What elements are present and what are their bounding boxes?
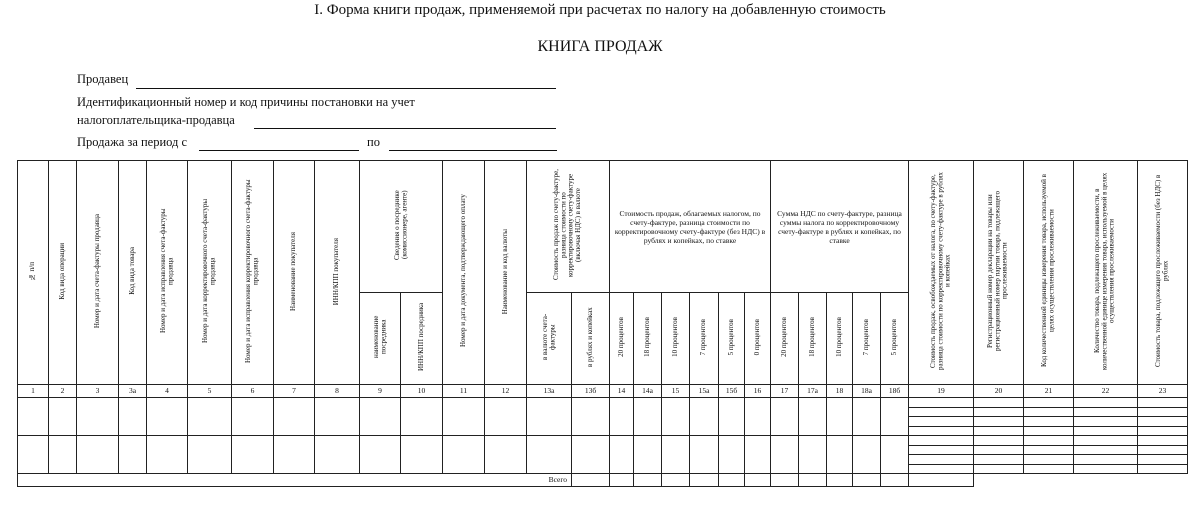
col-header-14a: 18 процентов (634, 293, 662, 385)
col-header-14: 20 процентов (610, 293, 634, 385)
col-header-6: Номер и дата исправления корректировочного счета-фактуры продавца (232, 161, 274, 385)
period-to-label: по (367, 135, 380, 149)
col-header-3a: Код вида товара (119, 161, 147, 385)
total-cell[interactable] (853, 474, 881, 487)
table-cell[interactable] (634, 436, 662, 474)
table-cell[interactable] (1074, 464, 1138, 474)
total-cell[interactable] (719, 474, 745, 487)
table-cell[interactable] (1024, 426, 1074, 436)
column-number: 15а (690, 385, 719, 398)
table-cell[interactable] (827, 398, 853, 436)
table-cell[interactable] (1138, 426, 1188, 436)
col-header-18a: 7 процентов (853, 293, 881, 385)
header-row-top (18, 161, 1188, 293)
total-cell[interactable] (745, 474, 771, 487)
col-header-16: 0 процентов (745, 293, 771, 385)
seller-field[interactable] (136, 88, 556, 89)
table-cell[interactable] (1138, 464, 1188, 474)
table-cell[interactable] (485, 436, 527, 474)
col-header-13-group: Стоимость продаж по счету-фактуре, разница стоимости по корректировочному счету-фактуре (включая НДС) в валюте (527, 161, 610, 293)
table-cell[interactable] (1024, 464, 1074, 474)
table-cell[interactable] (77, 398, 119, 436)
table-cell[interactable] (634, 398, 662, 436)
table-cell[interactable] (719, 436, 745, 474)
table-cell[interactable] (1024, 398, 1074, 408)
table-cell[interactable] (360, 398, 401, 436)
inn-kpp-label-line1: Идентификационный номер и код причины постановки на учет (77, 95, 415, 109)
table-cell[interactable] (1138, 455, 1188, 465)
table-cell[interactable] (315, 436, 360, 474)
table-cell[interactable] (771, 398, 799, 436)
total-cell[interactable] (610, 474, 634, 487)
column-number: 11 (443, 385, 485, 398)
table-cell[interactable] (188, 436, 232, 474)
table-cell[interactable] (827, 436, 853, 474)
table-cell[interactable] (1138, 398, 1188, 408)
total-cell[interactable] (690, 474, 719, 487)
table-cell[interactable] (1074, 445, 1138, 455)
table-cell[interactable] (974, 464, 1024, 474)
table-cell[interactable] (745, 398, 771, 436)
table-cell[interactable] (49, 436, 77, 474)
period-from-field[interactable] (199, 150, 359, 151)
col-header-15a: 7 процентов (690, 293, 719, 385)
table-cell[interactable] (401, 436, 443, 474)
table-cell[interactable] (909, 417, 974, 427)
column-number: 15б (719, 385, 745, 398)
table-cell[interactable] (974, 455, 1024, 465)
table-cell[interactable] (881, 398, 909, 436)
column-number: 14 (610, 385, 634, 398)
col-header-2: Код вида операции (49, 161, 77, 385)
col-header-12: Наименование и код валюты (485, 161, 527, 385)
table-cell[interactable] (119, 436, 147, 474)
table-cell[interactable] (909, 398, 974, 408)
table-cell[interactable] (1138, 436, 1188, 446)
table-cell[interactable] (147, 398, 188, 436)
col-header-14-16-group: Стоимость продаж, облагаемых налогом, по счету-фактуре, разница стоимости по корректировочному счету-фактуре (без НДС) в рублях и копейках, по ставке (610, 161, 771, 293)
column-number: 7 (274, 385, 315, 398)
column-number: 23 (1138, 385, 1188, 398)
table-cell[interactable] (485, 398, 527, 436)
column-number: 16 (745, 385, 771, 398)
col-header-9-10-group: Сведения о посреднике (комиссионере, агенте) (360, 161, 443, 293)
table-cell[interactable] (1024, 407, 1074, 417)
column-number: 3 (77, 385, 119, 398)
col-header-1: № п/п (18, 161, 49, 385)
table-cell[interactable] (274, 398, 315, 436)
total-label: Всего (18, 474, 572, 487)
table-cell[interactable] (610, 398, 634, 436)
table-cell[interactable] (974, 417, 1024, 427)
table-cell[interactable] (662, 398, 690, 436)
table-cell[interactable] (799, 436, 827, 474)
table-cell[interactable] (572, 436, 610, 474)
table-cell[interactable] (147, 436, 188, 474)
table-row (18, 398, 1188, 408)
table-cell[interactable] (974, 426, 1024, 436)
seller-label: Продавец (77, 72, 129, 86)
table-cell[interactable] (1024, 436, 1074, 446)
col-header-10: ИНН/КПП посредника (401, 293, 443, 385)
col-header-17: 20 процентов (771, 293, 799, 385)
table-cell[interactable] (1074, 417, 1138, 427)
col-header-11: Номер и дата документа, подтверждающего оплату (443, 161, 485, 385)
col-header-9: наименование посредника (360, 293, 401, 385)
table-cell[interactable] (1138, 417, 1188, 427)
col-header-17-18-group: Сумма НДС по счету-фактуре, разница суммы налога по корректировочному счету-фактуре в рублях и копейках, по ставке (771, 161, 909, 293)
col-header-13a: в валюте счета-фактуры (527, 293, 572, 385)
table-cell[interactable] (119, 398, 147, 436)
column-number: 15 (662, 385, 690, 398)
col-header-18b: 5 процентов (881, 293, 909, 385)
table-cell[interactable] (909, 464, 974, 474)
total-cell[interactable] (881, 474, 909, 487)
total-cell[interactable] (771, 474, 799, 487)
table-cell[interactable] (719, 398, 745, 436)
table-cell[interactable] (799, 398, 827, 436)
table-cell[interactable] (1024, 445, 1074, 455)
table-cell[interactable] (909, 455, 974, 465)
table-cell[interactable] (909, 445, 974, 455)
column-number: 22 (1074, 385, 1138, 398)
table-cell[interactable] (909, 407, 974, 417)
table-cell[interactable] (1138, 445, 1188, 455)
total-cell[interactable] (827, 474, 853, 487)
table-cell[interactable] (527, 398, 572, 436)
total-cell[interactable] (634, 474, 662, 487)
table-cell[interactable] (1074, 436, 1138, 446)
table-cell[interactable] (745, 436, 771, 474)
table-cell[interactable] (1074, 455, 1138, 465)
table-cell[interactable] (1074, 407, 1138, 417)
table-cell[interactable] (974, 407, 1024, 417)
table-cell[interactable] (77, 436, 119, 474)
table-cell[interactable] (690, 436, 719, 474)
table-cell[interactable] (974, 445, 1024, 455)
col-header-18: 10 процентов (827, 293, 853, 385)
table-cell[interactable] (610, 436, 634, 474)
table-cell[interactable] (1024, 417, 1074, 427)
col-header-4: Номер и дата исправления счета-фактуры продавца (147, 161, 188, 385)
table-cell[interactable] (662, 436, 690, 474)
column-number: 1 (18, 385, 49, 398)
column-number: 18б (881, 385, 909, 398)
table-cell[interactable] (401, 398, 443, 436)
col-header-3: Номер и дата счета-фактуры продавца (77, 161, 119, 385)
col-header-22: Количество товара, подлежащего прослеживаемости, в количественной единице измерения товара, используемой в целях осуществления прослеживаемости (1074, 161, 1138, 385)
column-number: 20 (974, 385, 1024, 398)
column-number: 3а (119, 385, 147, 398)
table-cell[interactable] (18, 436, 49, 474)
column-number: 13а (527, 385, 572, 398)
column-number: 5 (188, 385, 232, 398)
table-cell[interactable] (1024, 455, 1074, 465)
column-number: 8 (315, 385, 360, 398)
table-cell[interactable] (232, 398, 274, 436)
table-cell[interactable] (232, 436, 274, 474)
col-header-5: Номер и дата корректировочного счета-фактуры продавца (188, 161, 232, 385)
table-cell[interactable] (974, 398, 1024, 408)
col-header-19: Стоимость продаж, освобождаемых от налога, по счету-фактуре, разница стоимости по корректировочному счету-фактуре в рублях и копейках (909, 161, 974, 385)
table-cell[interactable] (315, 398, 360, 436)
table-cell[interactable] (974, 436, 1024, 446)
col-header-8: ИНН/КПП покупателя (315, 161, 360, 385)
period-from-label: Продажа за период с (77, 135, 188, 149)
column-number: 14а (634, 385, 662, 398)
table-cell[interactable] (572, 398, 610, 436)
total-cell[interactable] (572, 474, 610, 487)
total-row (18, 474, 1188, 487)
table-cell[interactable] (274, 436, 315, 474)
column-number: 17а (799, 385, 827, 398)
column-number: 4 (147, 385, 188, 398)
inn-kpp-label-line2: налогоплательщика-продавца (77, 113, 235, 127)
column-number-row (18, 385, 1188, 398)
column-number: 21 (1024, 385, 1074, 398)
col-header-20: Регистрационный номер декларации на товары или регистрационный номер партии товара, подлежащего прослеживаемости (974, 161, 1024, 385)
table-cell[interactable] (443, 436, 485, 474)
table-row (18, 436, 1188, 446)
table-cell[interactable] (881, 436, 909, 474)
total-cell[interactable] (799, 474, 827, 487)
col-header-15: 10 процентов (662, 293, 690, 385)
table-cell[interactable] (1074, 398, 1138, 408)
column-number: 2 (49, 385, 77, 398)
table-cell[interactable] (18, 398, 49, 436)
column-number: 9 (360, 385, 401, 398)
column-number: 17 (771, 385, 799, 398)
table-cell[interactable] (188, 398, 232, 436)
col-header-17a: 18 процентов (799, 293, 827, 385)
table-cell[interactable] (853, 436, 881, 474)
column-number: 18а (853, 385, 881, 398)
column-number: 18 (827, 385, 853, 398)
column-number: 10 (401, 385, 443, 398)
column-number: 19 (909, 385, 974, 398)
inn-kpp-field[interactable] (254, 128, 556, 129)
table-cell[interactable] (443, 398, 485, 436)
table-cell[interactable] (49, 398, 77, 436)
col-header-7: Наименование покупателя (274, 161, 315, 385)
column-number: 6 (232, 385, 274, 398)
col-header-23: Стоимость товара, подлежащего прослеживаемости (без НДС) в рублях (1138, 161, 1188, 385)
column-number: 12 (485, 385, 527, 398)
col-header-15b: 5 процентов (719, 293, 745, 385)
table-cell[interactable] (853, 398, 881, 436)
total-empty (974, 474, 1188, 487)
table-cell[interactable] (909, 436, 974, 446)
col-header-21: Код количественной единицы измерения товара, используемой в целях осуществления прослеживаемости (1024, 161, 1074, 385)
table-cell[interactable] (1074, 426, 1138, 436)
table-cell[interactable] (527, 436, 572, 474)
total-cell[interactable] (662, 474, 690, 487)
book-title: КНИГА ПРОДАЖ (537, 38, 663, 55)
table-cell[interactable] (909, 426, 974, 436)
table-cell[interactable] (1138, 407, 1188, 417)
table-cell[interactable] (360, 436, 401, 474)
total-cell[interactable] (909, 474, 974, 487)
col-header-13b: в рублях и копейках (572, 293, 610, 385)
table-cell[interactable] (771, 436, 799, 474)
sales-book-table (17, 160, 1188, 487)
form-title: I. Форма книги продаж, применяемой при расчетах по налогу на добавленную стоимость (314, 2, 886, 18)
period-to-field[interactable] (389, 150, 557, 151)
table-cell[interactable] (690, 398, 719, 436)
column-number: 13б (572, 385, 610, 398)
